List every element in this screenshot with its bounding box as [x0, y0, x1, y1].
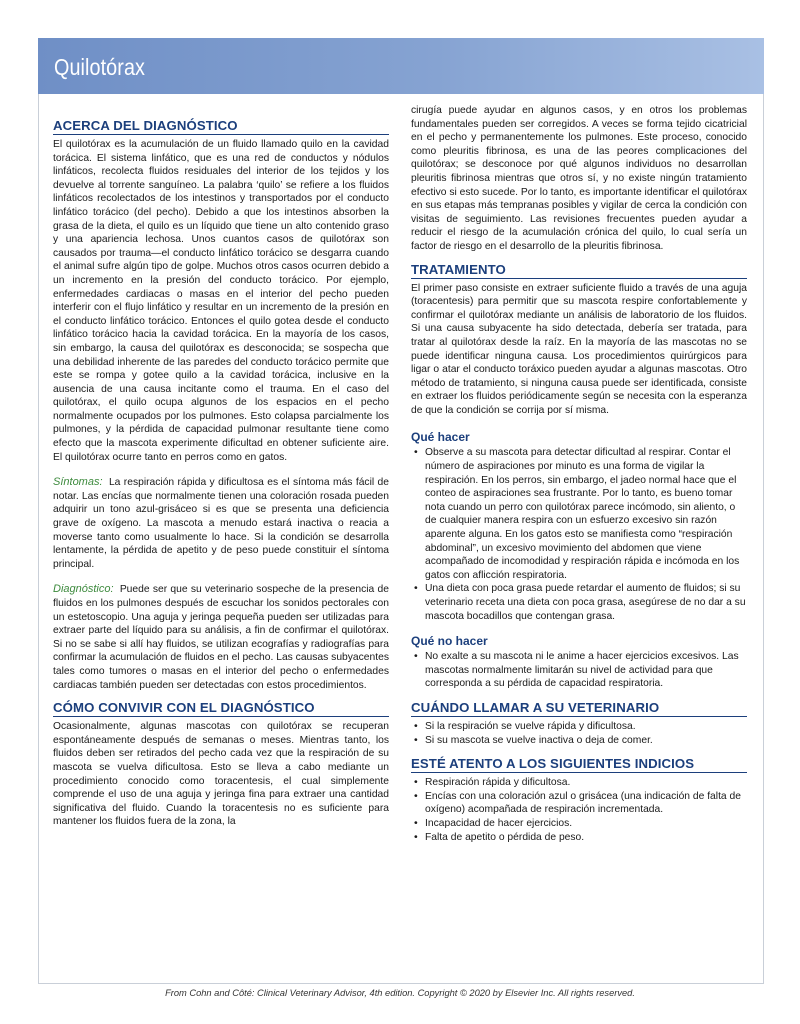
- section-heading-treatment: TRATAMIENTO: [411, 262, 747, 279]
- todo-list: [411, 446, 747, 623]
- right-column: [411, 104, 747, 844]
- list-item: • Si su mascota se vuelve inactiva o deja de comer.: [411, 734, 747, 748]
- section-heading-call-vet: CUÁNDO LLAMAR A SU VETERINARIO: [411, 700, 747, 717]
- symptoms-text: La respiración rápida y dificultosa es el síntoma más fácil de notar. Las encías que normalmente tienen una coloración rosada pueden adquirir un tono azul-grisáceo si es que se presenta una deficiencia grave de oxígeno. La mascota a menudo estará inactiva o reacia a moverse tanto como usualmente lo hace. Si la condición se desarrolla lentamente, la pérdida de apetito y de peso puede constituir el síntoma principal.: [53, 477, 389, 570]
- subheading-todo: Qué hacer: [411, 430, 470, 445]
- section-heading-living: CÓMO CONVIVIR CON EL DIAGNÓSTICO: [53, 700, 389, 717]
- list-item: • Incapacidad de hacer ejercicios.: [411, 817, 747, 831]
- section-heading-about: ACERCA DEL DIAGNÓSTICO: [53, 118, 389, 135]
- diagnosis-lead: Diagnóstico:: [53, 583, 114, 596]
- section-heading-watch: ESTÉ ATENTO A LOS SIGUIENTES INDICIOS: [411, 756, 747, 773]
- diagnosis-text: Puede ser que su veterinario sospeche de la presencia de fluidos en los pulmones después de escuchar los sonidos pectorales con un estetoscopio. Una aguja y jeringa pequeña pueden ser utilizadas para extraer parte del líquido para su análisis, a fin de confirmar el quilotórax. Si no se sabe si allí hay fluidos, se utilizan ecografías y radiografías para confirmar la acumulación de fluidos en el pecho. Las causas subyacentes tales como tumores o masas en el interior del pecho o enfermedades cardiacas también pueden ser detectadas con estos procedimientos.: [53, 584, 389, 691]
- living-paragraph: Ocasionalmente, algunas mascotas con quilotórax se recuperan espontáneamente después de semanas o meses. Mientras tanto, los fluidos deben ser retirados del pecho cada vez que la respiración de su mascota se vuelva dificultosa. Esto se lleva a cabo mediante un procedimiento conocido como toracentesis, el cual simplemente comprende el uso de una aguja y jeringa fina para extraer una cantidad significativa del fluido. Cuando la toracentesis no es suficiente para mantener los fluidos fuera de la zona, la: [53, 721, 389, 828]
- treatment-paragraph: El primer paso consiste en extraer suficiente fluido a través de una aguja (toracentesis) para permitir que su mascota respire confortablemente y confirmar el quilotórax mediante un análisis de laboratorio de los fluidos. Si una causa subyacente ha sido detectada, debería ser tratada, para tratar al quilotórax desde la raíz. En la mayoría de las mascotas no se puede identificar ninguna causa. Los procedimientos quirúrgicos para ligar o atar el conducto toráxico pueden ayudar a algunas mascotas. Otro método de tratamiento, si ninguna causa puede ser identificada, consiste en extraer los fluidos periódicamente según se necesita con la esperanza de que la condición se corrija por sí misma.: [411, 282, 747, 416]
- list-item: • Encías con una coloración azul o grisácea (una indicación de falta de oxígeno) acompañada de respiración incrementada.: [411, 790, 747, 817]
- living-continued-paragraph: cirugía puede ayudar en algunos casos, y en otros los problemas fundamentales pueden ser corregidos. A veces se forma tejido cicatricial en el pecho y permanentemente los pulmones. Este proceso, conocido como pleuritis fibrinosa, es una de las peores complicaciones del quilotórax; se desconoce por qué algunos individuos no desarrollan pleuritis fibrinosa mientras que otros sí, y no existe ningún tratamiento efectivo si esto sucede. Por lo tanto, es importante identificar el quilotórax en sus etapas más tempranas posibles y vigilar de cerca la condición con visitas de seguimiento. Las revisiones frecuentes pueden ayudar a reducir el riesgo de la acumulación crónica del quilo, lo cual sería un factor de riesgo en el desarrollo de la pleuritis fibrinosa.: [411, 105, 747, 252]
- diagnosis-paragraph: [53, 583, 389, 692]
- copyright-footer: From Cohn and Côté: Clinical Veterinary Advisor, 4th edition. Copyright © 2020 by Elsevier Inc. All rights reserved.: [165, 988, 635, 998]
- page-title: Quilotórax: [54, 54, 146, 80]
- call-vet-list: [411, 720, 747, 747]
- symptoms-paragraph: [53, 476, 389, 571]
- left-column: [53, 104, 389, 829]
- title-banner: [38, 38, 764, 94]
- symptoms-lead: Síntomas:: [53, 476, 103, 489]
- subheading-nottodo: Qué no hacer: [411, 634, 488, 649]
- list-item: • Si la respiración se vuelve rápida y dificultosa.: [411, 720, 747, 734]
- list-item: • No exalte a su mascota ni le anime a hacer ejercicios excesivos. Las mascotas normalmente limitarán su nivel de actividad para que corresponda a su pérdida de capacidad respiratoria.: [411, 650, 747, 691]
- list-item: • Falta de apetito o pérdida de peso.: [411, 831, 747, 845]
- about-paragraph: El quilotórax es la acumulación de un fluido llamado quilo en la cavidad torácica. El sistema linfático, que es una red de conductos y nódulos linfáticos, recolecta fluidos residuales del interior de los tejidos y los devuelve al torrente sanguíneo. La palabra ‘quilo’ se refiere a los fluidos linfáticos recolectados de los intestinos y transportados por el conducto linfático torácico (del pecho). Debido a que los intestinos absorben la grasa de la dieta, el quilo es un líquido que tiene un alto contenido graso y una apariencia lechosa. Unos cuantos casos de quilotórax son causados por trauma—el conducto linfático torácico se desgarra cuando el animal sufre algún tipo de golpe. Muchos otros casos ocurren debido a un incremento en la presión del conducto torácico. Por ejemplo, enfermedades cardiacas o masas en el interior del pecho pueden interferir con el flujo linfático y resultar en un incremento de la presión en el conducto linfático torácico. Entonces el quilo gotea desde el conducto linfático torácico hacia la cavidad torácica. En la mayoría de los casos, sin embargo, la causa del quilotórax es desconocida; se sospecha que una debilidad inherente de las paredes del conducto torácico permite que este se rompa y gotee quilo a la cavidad torácica, inclusive en la ausencia de una causa incitante como el trauma. En el caso del quilotórax, el quilo ocupa algunos de los espacios en el pecho normalmente ocupados por los pulmones. Esto colapsa parcialmente los pulmones, y la pérdida de capacidad pulmonar resultante tiene como efecto que la mascota experimente dificultad en obtener suficiente aire. El quilotórax ocurre tanto en perros como en gatos.: [53, 139, 389, 463]
- list-item: • Observe a su mascota para detectar dificultad al respirar. Contar el número de aspiraciones por minuto es una forma de vigilar la respiración. En los perros, sin embargo, el jadeo normal hace que el conteo de aspiraciones sea frustrante. Por lo tanto, es bueno tomar nota cuando un perro con quilotórax parece incómodo, sin aliento, o de cualquier manera respira con un esfuerzo excesivo sin razón aparente alguna. En los gatos esto se manifiesta como “respiración abdominal”, un excesivo movimiento del abdomen que viene acompañado de incomodidad y respiración rápida e incómoda en los gatos con aflicción respiratoria.: [411, 446, 747, 582]
- list-item: • Una dieta con poca grasa puede retardar el aumento de fluidos; si su veterinario receta una dieta con poca grasa, asegúrese de no dar a su mascota bocadillos que contengan grasa.: [411, 582, 747, 623]
- watch-list: [411, 776, 747, 844]
- nottodo-list: [411, 650, 747, 691]
- list-item: • Respiración rápida y dificultosa.: [411, 776, 747, 790]
